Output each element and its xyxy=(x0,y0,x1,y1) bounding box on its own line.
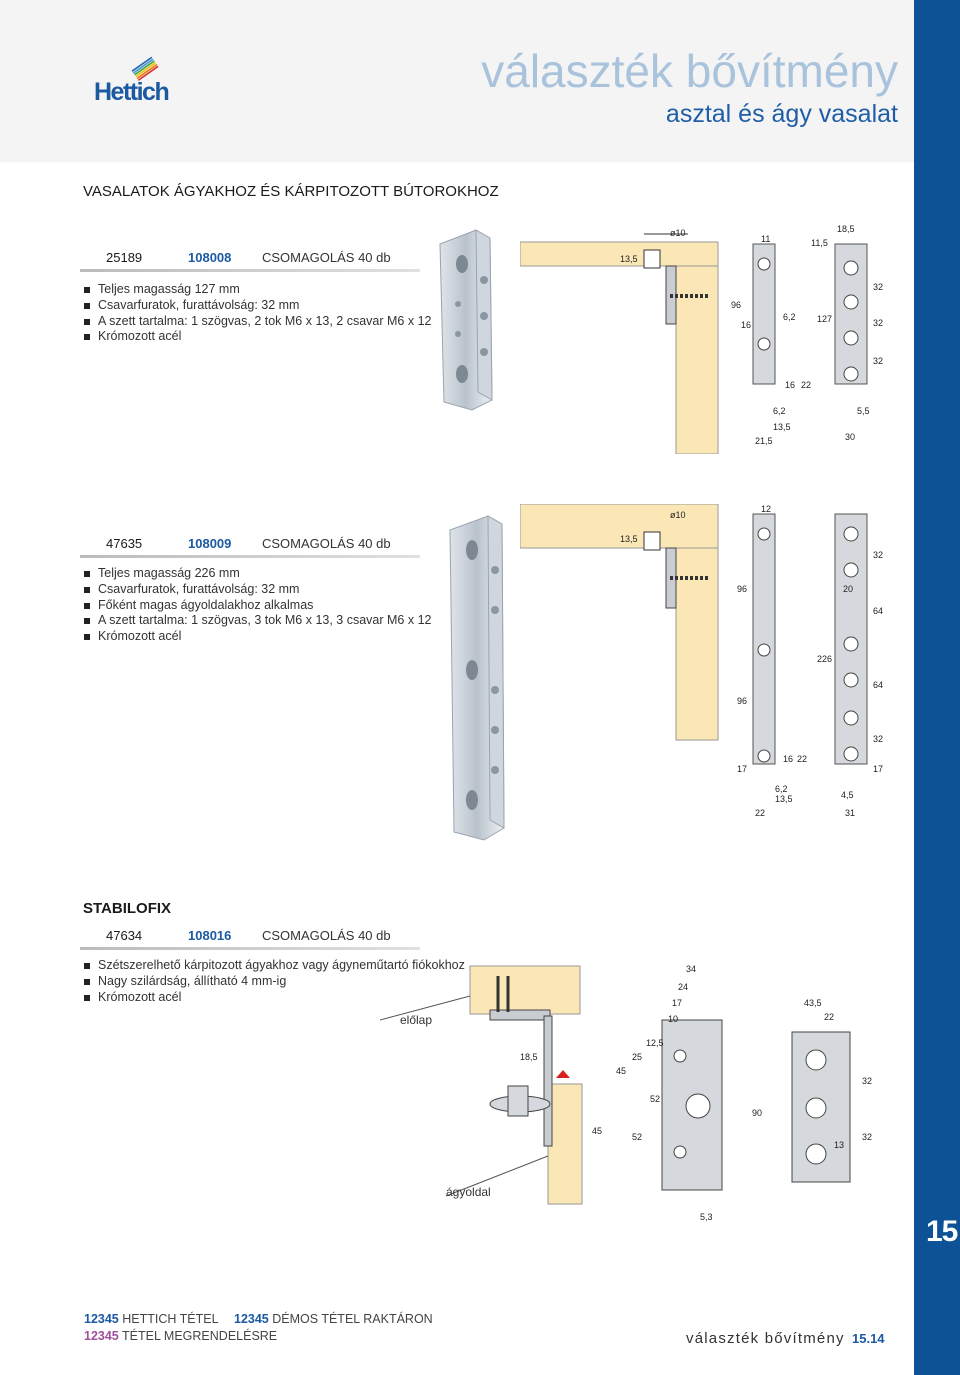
feature-list xyxy=(84,566,431,645)
feature-item: Krómozott acél xyxy=(84,990,465,1006)
dim-label: 45 xyxy=(592,1126,603,1136)
dim-label: 18,5 xyxy=(837,224,855,234)
page-title: választék bővítmény xyxy=(481,45,898,97)
dim-label: 90 xyxy=(752,1108,763,1118)
dim-label: 5,3 xyxy=(700,1212,713,1222)
product-row-25189 xyxy=(80,244,420,272)
dim-label: 32 xyxy=(873,282,884,292)
dim-label: 32 xyxy=(873,356,884,366)
dim-label: 31 xyxy=(845,808,856,818)
dim-label: 52 xyxy=(632,1132,643,1142)
dim-label: 13,5 xyxy=(773,422,791,432)
article-number: 108016 xyxy=(188,928,232,943)
dim-label: ø10 xyxy=(670,510,686,520)
product-row-47635 xyxy=(80,530,420,558)
dim-label: 22 xyxy=(797,754,808,764)
legend-code: 12345 xyxy=(234,1312,269,1326)
dim-label: 12 xyxy=(761,504,772,514)
dim-label: 20 xyxy=(843,584,854,594)
label-front-panel: előlap xyxy=(400,1013,433,1027)
dim-label: 13,5 xyxy=(775,794,793,804)
dim-label: 32 xyxy=(873,318,884,328)
dim-label: 13,5 xyxy=(620,254,638,264)
legend-hettich xyxy=(84,1312,219,1326)
legend-text: DÉMOS TÉTEL RAKTÁRON xyxy=(272,1312,433,1326)
dim-label: 22 xyxy=(755,808,766,818)
dim-label: 13,5 xyxy=(620,534,638,544)
feature-item: A szett tartalma: 1 szögvas, 2 tok M6 x 13, 2 csavar M6 x 12 xyxy=(84,314,431,330)
product-code: 47635 xyxy=(106,536,143,551)
dim-label: 127 xyxy=(817,314,833,324)
hettich-logo-text[interactable]: Hettich xyxy=(94,78,169,106)
dim-label: 32 xyxy=(873,734,884,744)
dim-label: 12,5 xyxy=(646,1038,664,1048)
dim-label: 34 xyxy=(686,964,697,974)
feature-item: Teljes magasság 226 mm xyxy=(84,566,431,582)
legend-demos xyxy=(234,1312,433,1326)
legend-text: HETTICH TÉTEL xyxy=(122,1312,219,1326)
divider xyxy=(80,947,420,950)
dim-label: 32 xyxy=(873,550,884,560)
product-code: 25189 xyxy=(106,250,143,265)
bracket-photo-47635 xyxy=(440,510,520,844)
dim-label: 24 xyxy=(678,982,689,992)
product-row-47634 xyxy=(80,922,420,950)
dim-label: 10 xyxy=(668,1014,679,1024)
dim-label: 45 xyxy=(616,1066,627,1076)
dim-label: 96 xyxy=(737,696,748,706)
dim-label: 96 xyxy=(737,584,748,594)
dim-label: 96 xyxy=(731,300,742,310)
feature-item: Teljes magasság 127 mm xyxy=(84,282,431,298)
dim-label: 6,2 xyxy=(773,406,786,416)
dim-label: 13 xyxy=(834,1140,845,1150)
divider xyxy=(80,269,420,272)
legend-code: 12345 xyxy=(84,1312,119,1326)
front-view-drawing-47635 xyxy=(725,504,905,820)
stabilofix-drawing xyxy=(380,956,880,1226)
dim-label: 25 xyxy=(632,1052,643,1062)
footer-page-number: 15.14 xyxy=(852,1331,885,1346)
label-side-panel: ágyoldal xyxy=(446,1185,491,1199)
dim-label: 6,2 xyxy=(783,312,796,322)
dim-label: 32 xyxy=(862,1132,873,1142)
feature-item: Csavarfuratok, furattávolság: 32 mm xyxy=(84,298,431,314)
legend-code: 12345 xyxy=(84,1329,119,1343)
dim-label: 16 xyxy=(783,754,794,764)
feature-item: Krómozott acél xyxy=(84,329,431,345)
front-view-drawing-25189 xyxy=(725,222,905,454)
section-title: VASALATOK ÁGYAKHOZ ÉS KÁRPITOZOTT BÚTOROKHOZ xyxy=(83,183,499,200)
dim-label: 52 xyxy=(650,1094,661,1104)
dim-label: 5,5 xyxy=(857,406,870,416)
dim-label: 226 xyxy=(817,654,833,664)
dim-label: 11 xyxy=(761,234,771,244)
dim-label: 32 xyxy=(862,1076,873,1086)
dim-label: ø10 xyxy=(670,228,686,238)
dim-label: 17 xyxy=(737,764,748,774)
dim-label: 64 xyxy=(873,680,884,690)
divider xyxy=(80,555,420,558)
legend-text: TÉTEL MEGRENDELÉSRE xyxy=(122,1329,278,1343)
feature-item: Szétszerelhető kárpitozott ágyakhoz vagy ágyneműtartó fiókokhoz xyxy=(84,958,465,974)
feature-item: A szett tartalma: 1 szögvas, 3 tok M6 x 13, 3 csavar M6 x 12 xyxy=(84,613,431,629)
stabilofix-title: STABILOFIX xyxy=(83,900,172,917)
feature-item: Főként magas ágyoldalakhoz alkalmas xyxy=(84,598,431,614)
side-view-drawing-47635 xyxy=(520,504,720,744)
dim-label: 17 xyxy=(672,998,683,1008)
package-info: CSOMAGOLÁS 40 db xyxy=(262,250,391,265)
chapter-tab-strip xyxy=(914,0,960,1375)
dim-label: 16 xyxy=(785,380,796,390)
chapter-number: 15 xyxy=(926,1215,958,1248)
article-number: 108009 xyxy=(188,536,232,551)
dim-label: 18,5 xyxy=(520,1052,538,1062)
page-subtitle: asztal és ágy vasalat xyxy=(665,100,898,128)
dim-label: 43,5 xyxy=(804,998,822,1008)
feature-item: Krómozott acél xyxy=(84,629,431,645)
dim-label: 6,2 xyxy=(775,784,788,794)
dim-label: 16 xyxy=(741,320,752,330)
dim-label: 22 xyxy=(801,380,812,390)
feature-list xyxy=(84,282,431,345)
product-code: 47634 xyxy=(106,928,143,943)
package-info: CSOMAGOLÁS 40 db xyxy=(262,928,391,943)
article-number: 108008 xyxy=(188,250,232,265)
dim-label: 21,5 xyxy=(755,436,773,446)
feature-item: Nagy szilárdság, állítható 4 mm-ig xyxy=(84,974,465,990)
dim-label: 30 xyxy=(845,432,856,442)
dim-label: 64 xyxy=(873,606,884,616)
dim-label: 11,5 xyxy=(811,238,828,248)
side-view-drawing-25189 xyxy=(520,222,720,454)
package-info: CSOMAGOLÁS 40 db xyxy=(262,536,391,551)
bracket-photo-25189 xyxy=(432,224,516,414)
legend-order xyxy=(84,1329,277,1343)
feature-item: Csavarfuratok, furattávolság: 32 mm xyxy=(84,582,431,598)
dim-label: 4,5 xyxy=(841,790,854,800)
dim-label: 22 xyxy=(824,1012,835,1022)
dim-label: 17 xyxy=(873,764,884,774)
footer-title: választék bővítmény xyxy=(686,1330,845,1347)
